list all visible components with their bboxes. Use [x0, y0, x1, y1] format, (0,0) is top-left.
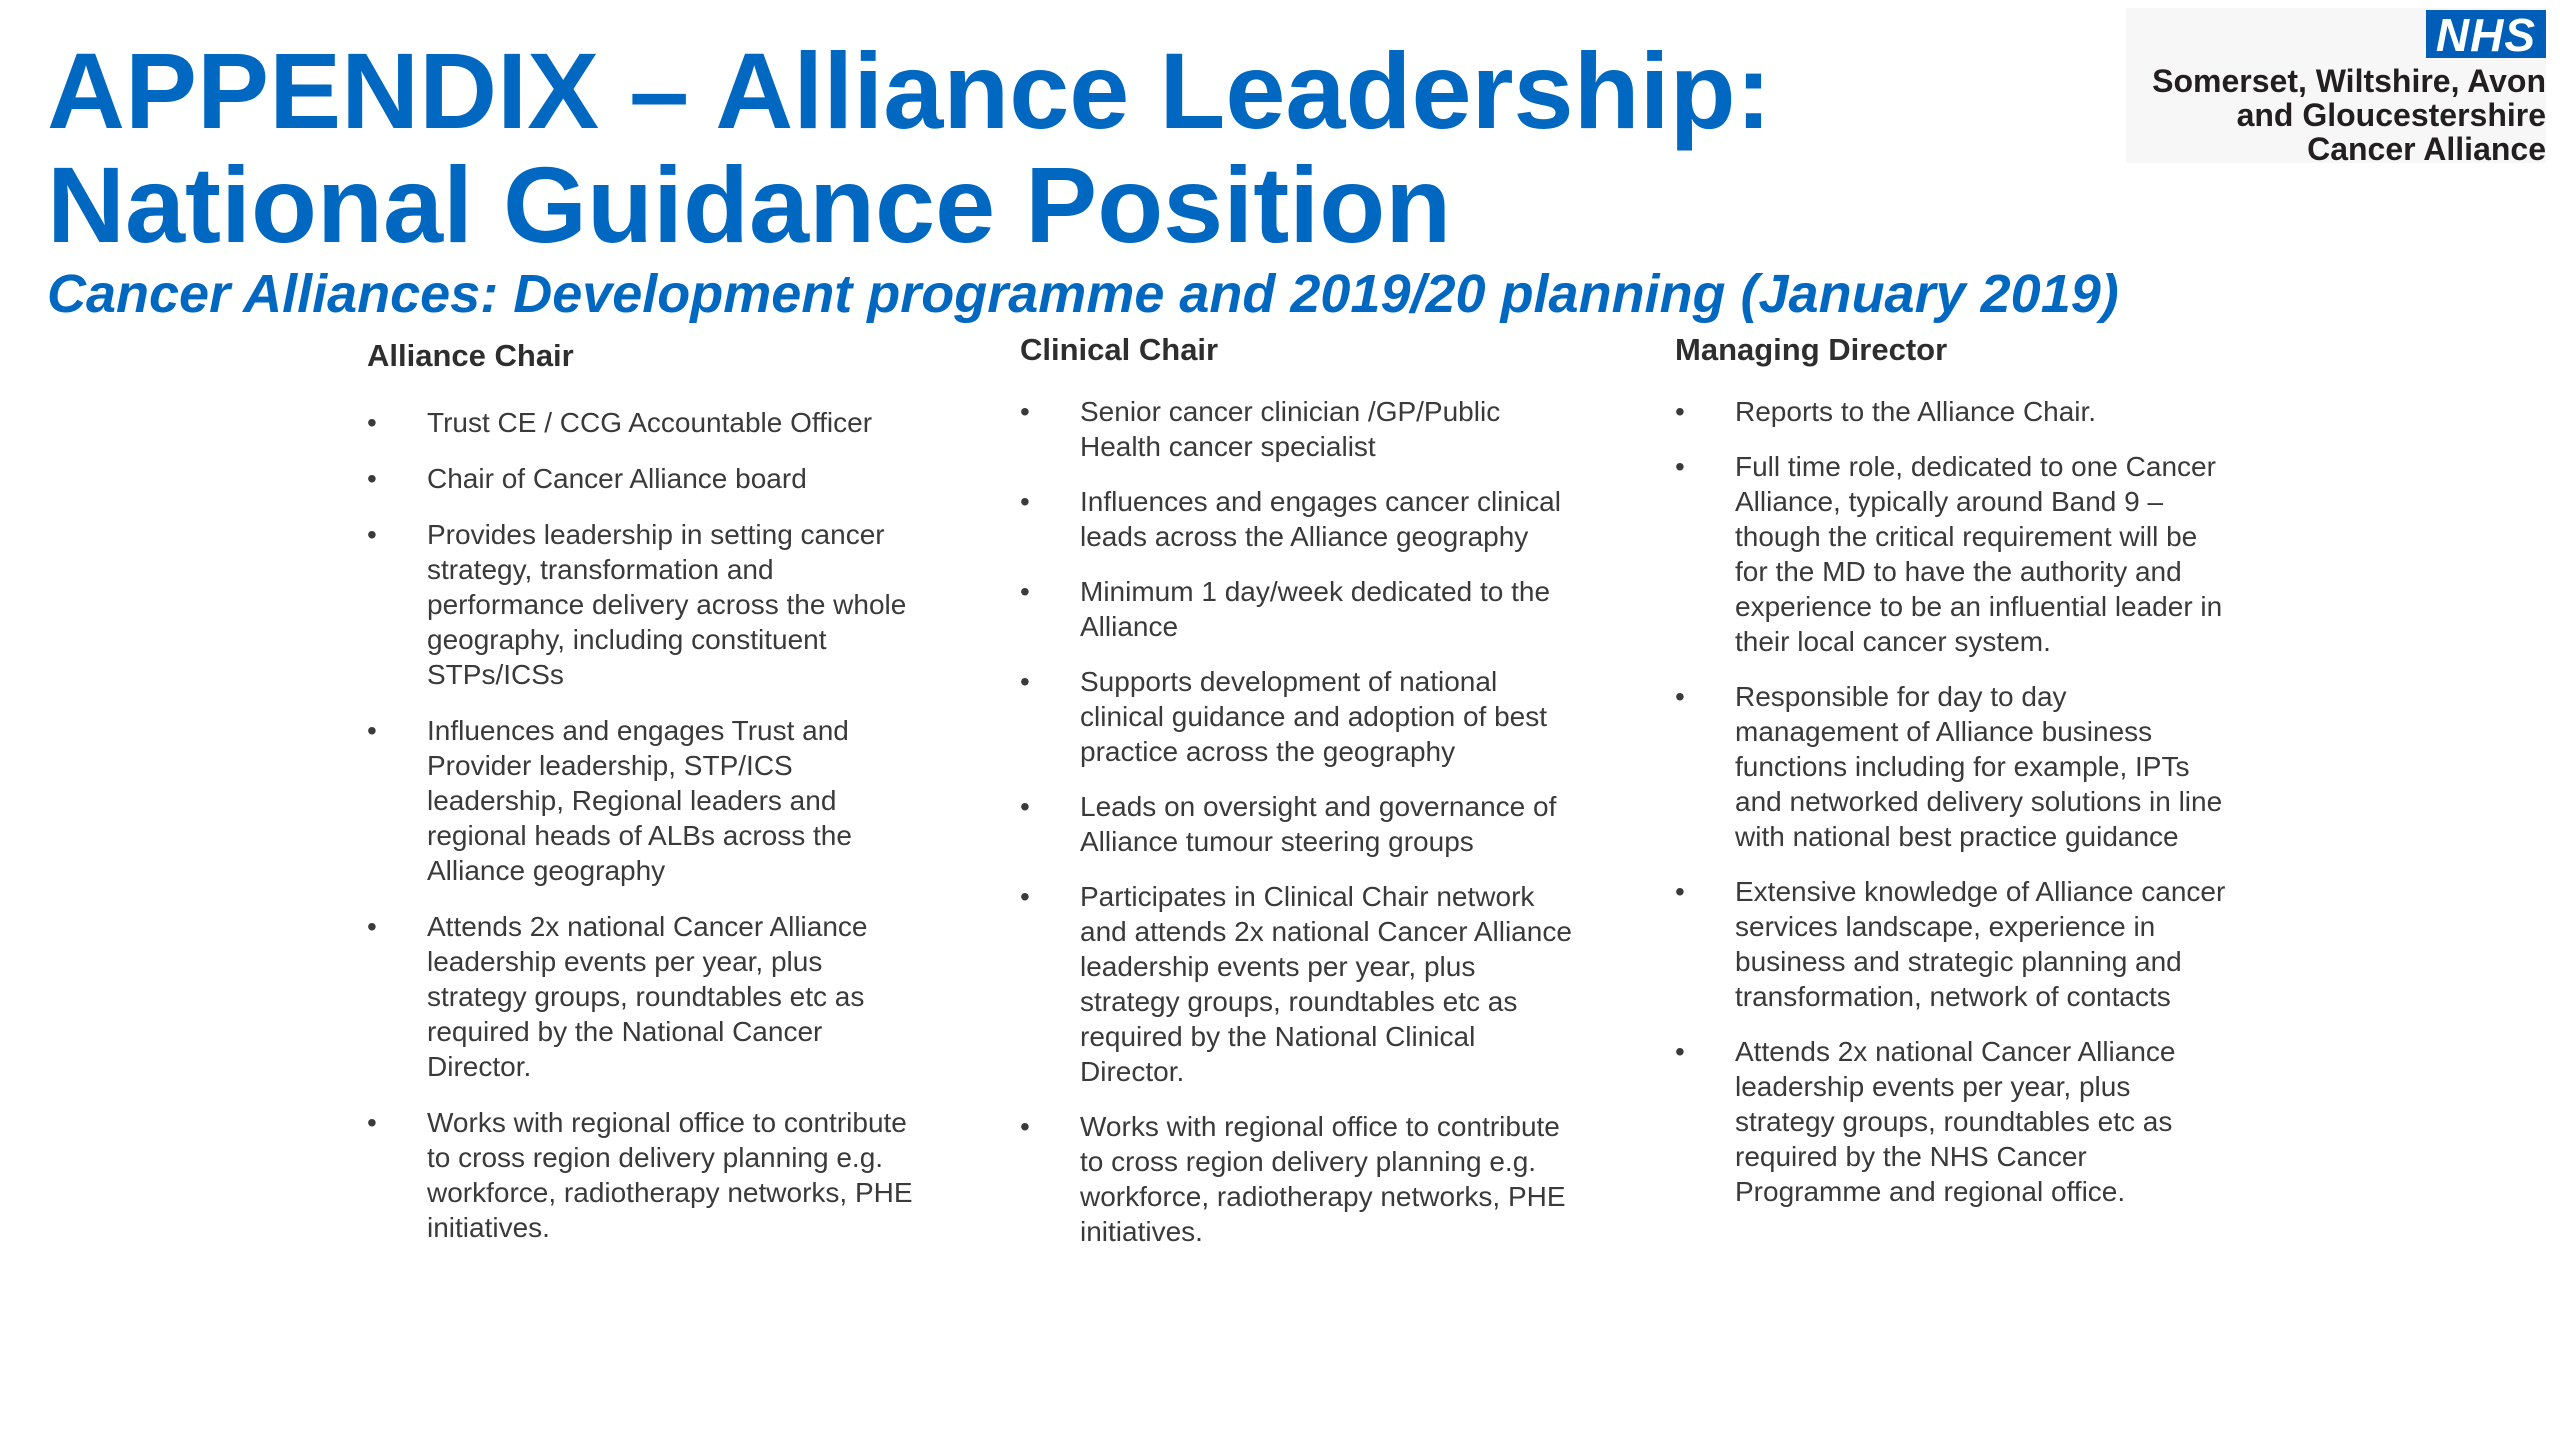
- bullet-icon: •: [1020, 1111, 1030, 1142]
- column-heading: Alliance Chair: [367, 338, 574, 373]
- bullet-icon: •: [367, 911, 377, 942]
- list-item-text: Supports development of national clinical guidance and adoption of best practice across the geography: [1080, 666, 1548, 767]
- list-item: [367, 461, 927, 496]
- list-item: [367, 909, 927, 1084]
- org-name-line: Cancer Alliance: [2307, 131, 2546, 167]
- bullet-icon: •: [1675, 1036, 1685, 1067]
- list-item-text: Leads on oversight and governance of Alliance tumour steering groups: [1080, 791, 1557, 857]
- list-item-text: Participates in Clinical Chair network and attends 2x national Cancer Alliance leadership events per year, plus strategy groups, roundtables etc as required by the National Clinical Director.: [1080, 881, 1572, 1087]
- bullet-icon: •: [1675, 451, 1685, 482]
- bullet-icon: •: [1675, 876, 1685, 907]
- list-item-text: Trust CE / CCG Accountable Officer: [427, 407, 873, 438]
- list-item-text: Influences and engages Trust and Provider leadership, STP/ICS leadership, Regional leaders and regional heads of ALBs across the Alliance geography: [427, 715, 852, 886]
- page-title: APPENDIX – Alliance Leadership: National Guidance Position: [47, 30, 1772, 265]
- list-item-text: Extensive knowledge of Alliance cancer services landscape, experience in business and strategic planning and transformation, network of contacts: [1735, 876, 2226, 1012]
- list-item: [1675, 1034, 2235, 1209]
- list-item-text: Minimum 1 day/week dedicated to the Alliance: [1080, 576, 1551, 642]
- column-heading: Managing Director: [1675, 332, 1948, 367]
- list-item: [1020, 664, 1580, 769]
- list-item: [1675, 874, 2235, 1014]
- list-item: [1020, 484, 1580, 554]
- list-item: [367, 713, 927, 888]
- page-subtitle: Cancer Alliances: Development programme and 2019/20 planning (January 2019): [47, 264, 2119, 324]
- bullet-icon: •: [1675, 396, 1685, 427]
- column-clinical-chair: [1020, 330, 1580, 1269]
- bullet-icon: •: [367, 1107, 377, 1138]
- list-item: [1020, 394, 1580, 464]
- list-item-text: Chair of Cancer Alliance board: [427, 463, 807, 494]
- list-item: [1675, 679, 2235, 854]
- list-item: [367, 1105, 927, 1245]
- list-item-text: Full time role, dedicated to one Cancer Alliance, typically around Band 9 –though the critical requirement will be for the MD to have the authority and experience to be an influential leader in their local cancer system.: [1735, 451, 2223, 657]
- bullet-icon: •: [367, 715, 377, 746]
- bullet-icon: •: [367, 519, 377, 550]
- list-item-text: Responsible for day to day management of Alliance business functions including for example, IPTs and networked delivery solutions in line with national best practice guidance: [1735, 681, 2223, 852]
- list-item: [367, 517, 927, 692]
- bullet-icon: •: [1020, 881, 1030, 912]
- org-name-line: and Gloucestershire: [2236, 97, 2546, 133]
- column-heading: Clinical Chair: [1020, 332, 1219, 367]
- bullet-icon: •: [1020, 791, 1030, 822]
- list-item: [1675, 394, 2235, 429]
- list-item-text: Senior cancer clinician /GP/Public Health cancer specialist: [1080, 396, 1501, 462]
- list-item-text: Works with regional office to contribute to cross region delivery planning e.g. workforce, radiotherapy networks, PHE initiatives.: [427, 1107, 913, 1243]
- list-item-text: Provides leadership in setting cancer strategy, transformation and performance delivery across the whole geography, including constituent STPs/ICSs: [427, 519, 907, 690]
- list-item: [1675, 449, 2235, 659]
- bullet-icon: •: [1020, 396, 1030, 427]
- list-item-text: Works with regional office to contribute to cross region delivery planning e.g. workforce, radiotherapy networks, PHE initiatives.: [1080, 1111, 1566, 1247]
- bullet-list: [367, 405, 927, 1245]
- list-item-text: Attends 2x national Cancer Alliance leadership events per year, plus strategy groups, roundtables etc as required by the NHS Cancer Programme and regional office.: [1735, 1036, 2176, 1207]
- bullet-icon: •: [367, 407, 377, 438]
- column-managing-director: [1675, 330, 2235, 1229]
- bullet-list: [1020, 394, 1580, 1249]
- bullet-icon: •: [1020, 666, 1030, 697]
- list-item-text: Influences and engages cancer clinical leads across the Alliance geography: [1080, 486, 1561, 552]
- list-item-text: Attends 2x national Cancer Alliance leadership events per year, plus strategy groups, roundtables etc as required by the National Cancer Director.: [427, 911, 868, 1082]
- list-item: [1020, 879, 1580, 1089]
- organisation-name: [2126, 64, 2546, 166]
- bullet-icon: •: [1020, 576, 1030, 607]
- list-item: [367, 405, 927, 440]
- nhs-wordmark: NHS: [2426, 10, 2546, 58]
- list-item: [1020, 789, 1580, 859]
- list-item-text: Reports to the Alliance Chair.: [1735, 396, 2097, 427]
- bullet-icon: •: [1675, 681, 1685, 712]
- list-item: [1020, 574, 1580, 644]
- bullet-icon: •: [367, 463, 377, 494]
- org-name-line: Somerset, Wiltshire, Avon: [2152, 63, 2546, 99]
- list-item: [1020, 1109, 1580, 1249]
- nhs-logo: [2126, 8, 2546, 167]
- bullet-list: [1675, 394, 2235, 1209]
- bullet-icon: •: [1020, 486, 1030, 517]
- column-alliance-chair: [367, 336, 927, 1266]
